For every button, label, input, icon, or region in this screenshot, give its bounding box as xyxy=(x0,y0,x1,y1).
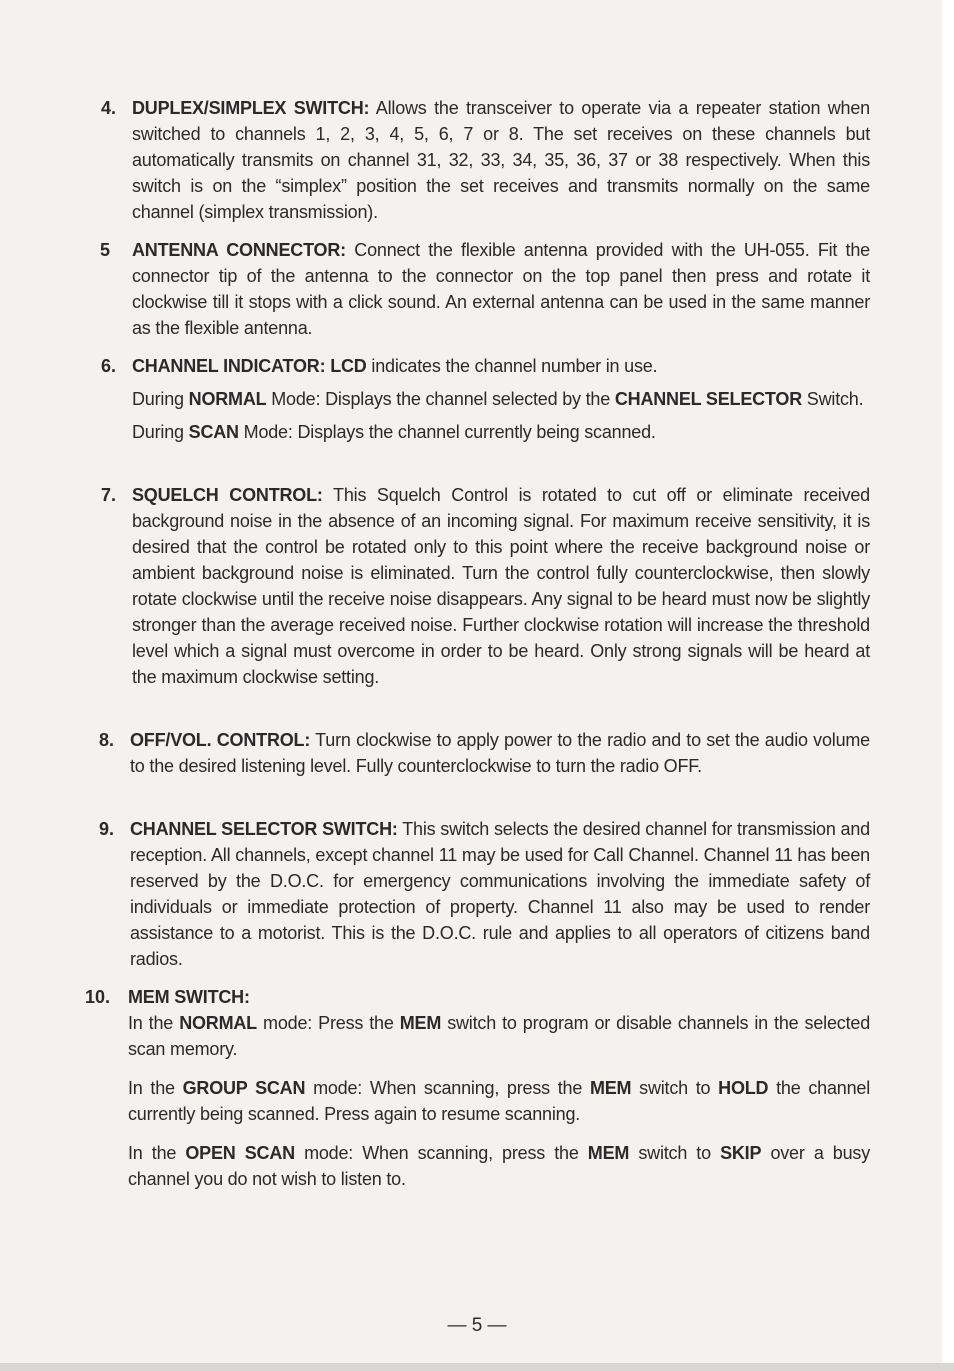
item-text: This Squelch Control is rotated to cut off or eliminate received background noise in the absence of an incoming signal. For maximum receive sensitivity, it is desired that the control be rotated only to this point where the receive background noise or ambient background noise is eliminated. Turn the control fully counterclockwise, then slowly rotate clockwise until the receive noise disappears. Any signal to be heard must now be slightly stronger than the average received noise. Further clockwise rotation will increase the threshold level which a signal must overcome in order to be heard. Only strong signals will be heard at the maximum clockwise setting. xyxy=(132,485,870,687)
item-title: SQUELCH CONTROL: xyxy=(132,485,323,505)
item-number: 4. xyxy=(100,98,116,118)
item-paragraph xyxy=(132,95,870,225)
item-number: 8. xyxy=(98,730,114,750)
item-paragraph xyxy=(132,353,870,379)
page-edge xyxy=(0,1363,954,1371)
item-text: Allows the transceiver to operate via a repeater station when switched to channels 1, 2, 3, 4, 5, 6, 7 or 8. The set receives on these channels but automatically transmits on channel 31, 32, 33, 34, 35, 36, 37 or 38 respectively. When this switch is on the “simplex” position the set receives and transmits normally on the same channel (simplex transmission). xyxy=(132,98,870,222)
item-paragraph xyxy=(130,727,870,779)
page-number: — 5 — xyxy=(447,1315,507,1336)
item-paragraph: In the NORMAL mode: Press the MEM switch to program or disable channels in the selected scan memory. xyxy=(128,1013,870,1059)
item-title: DUPLEX/SIMPLEX SWITCH: xyxy=(132,98,370,118)
item-paragraph: In the GROUP SCAN mode: When scanning, press the MEM switch to HOLD the channel currently being scanned. Press again to resume scanning. xyxy=(128,1078,870,1124)
item-title: CHANNEL INDICATOR: LCD xyxy=(132,356,367,376)
item-body xyxy=(132,237,870,341)
item-paragraph xyxy=(132,237,870,341)
item-title: CHANNEL SELECTOR SWITCH: xyxy=(130,819,398,839)
item-paragraph: In the OPEN SCAN mode: When scanning, press the MEM switch to SKIP over a busy channel you do not wish to listen to. xyxy=(128,1143,871,1189)
item-text: Connect the flexible antenna provided with the UH-055. Fit the connector tip of the antenna to the connector on the top panel then press and rotate it clockwise till it stops with a click sound. An external antenna can be used in the same manner as the flexible antenna. xyxy=(132,240,870,338)
item-paragraph xyxy=(130,816,870,972)
item-body xyxy=(128,984,870,1192)
item-number: 9. xyxy=(98,819,114,839)
item-body xyxy=(132,353,870,445)
item-text: indicates the channel number in use. xyxy=(371,356,658,376)
item-paragraph: During SCAN Mode: Displays the channel currently being scanned. xyxy=(132,422,656,442)
item-body xyxy=(130,816,870,972)
item-title: MEM SWITCH: xyxy=(128,987,250,1007)
item-number: 5 xyxy=(99,240,110,260)
item-title: ANTENNA CONNECTOR: xyxy=(132,240,346,260)
item-body xyxy=(130,727,870,779)
item-number: 7. xyxy=(100,485,116,505)
item-title: OFF/VOL. CONTROL: xyxy=(130,730,311,750)
item-paragraph xyxy=(132,482,870,690)
item-number: 6. xyxy=(100,356,116,376)
item-body xyxy=(132,95,870,225)
item-paragraph xyxy=(128,984,870,1010)
item-paragraph: During NORMAL Mode: Displays the channel selected by the CHANNEL SELECTOR Switch. xyxy=(132,389,864,409)
item-body xyxy=(132,482,870,690)
item-text: Turn clockwise to apply power to the radio and to set the audio volume to the desired listening level. Fully counterclockwise to turn the radio OFF. xyxy=(130,730,870,776)
item-text: This switch selects the desired channel for transmission and reception. All channels, except channel 11 may be used for Call Channel. Channel 11 has been reserved by the D.O.C. for emergency communications involving the immediate safety of individuals or immediate protection of property. Channel 11 also may be used to render assistance to a motorist. This is the D.O.C. rule and applies to all operators of citizens band radios. xyxy=(130,819,870,969)
item-number: 10. xyxy=(84,987,110,1007)
